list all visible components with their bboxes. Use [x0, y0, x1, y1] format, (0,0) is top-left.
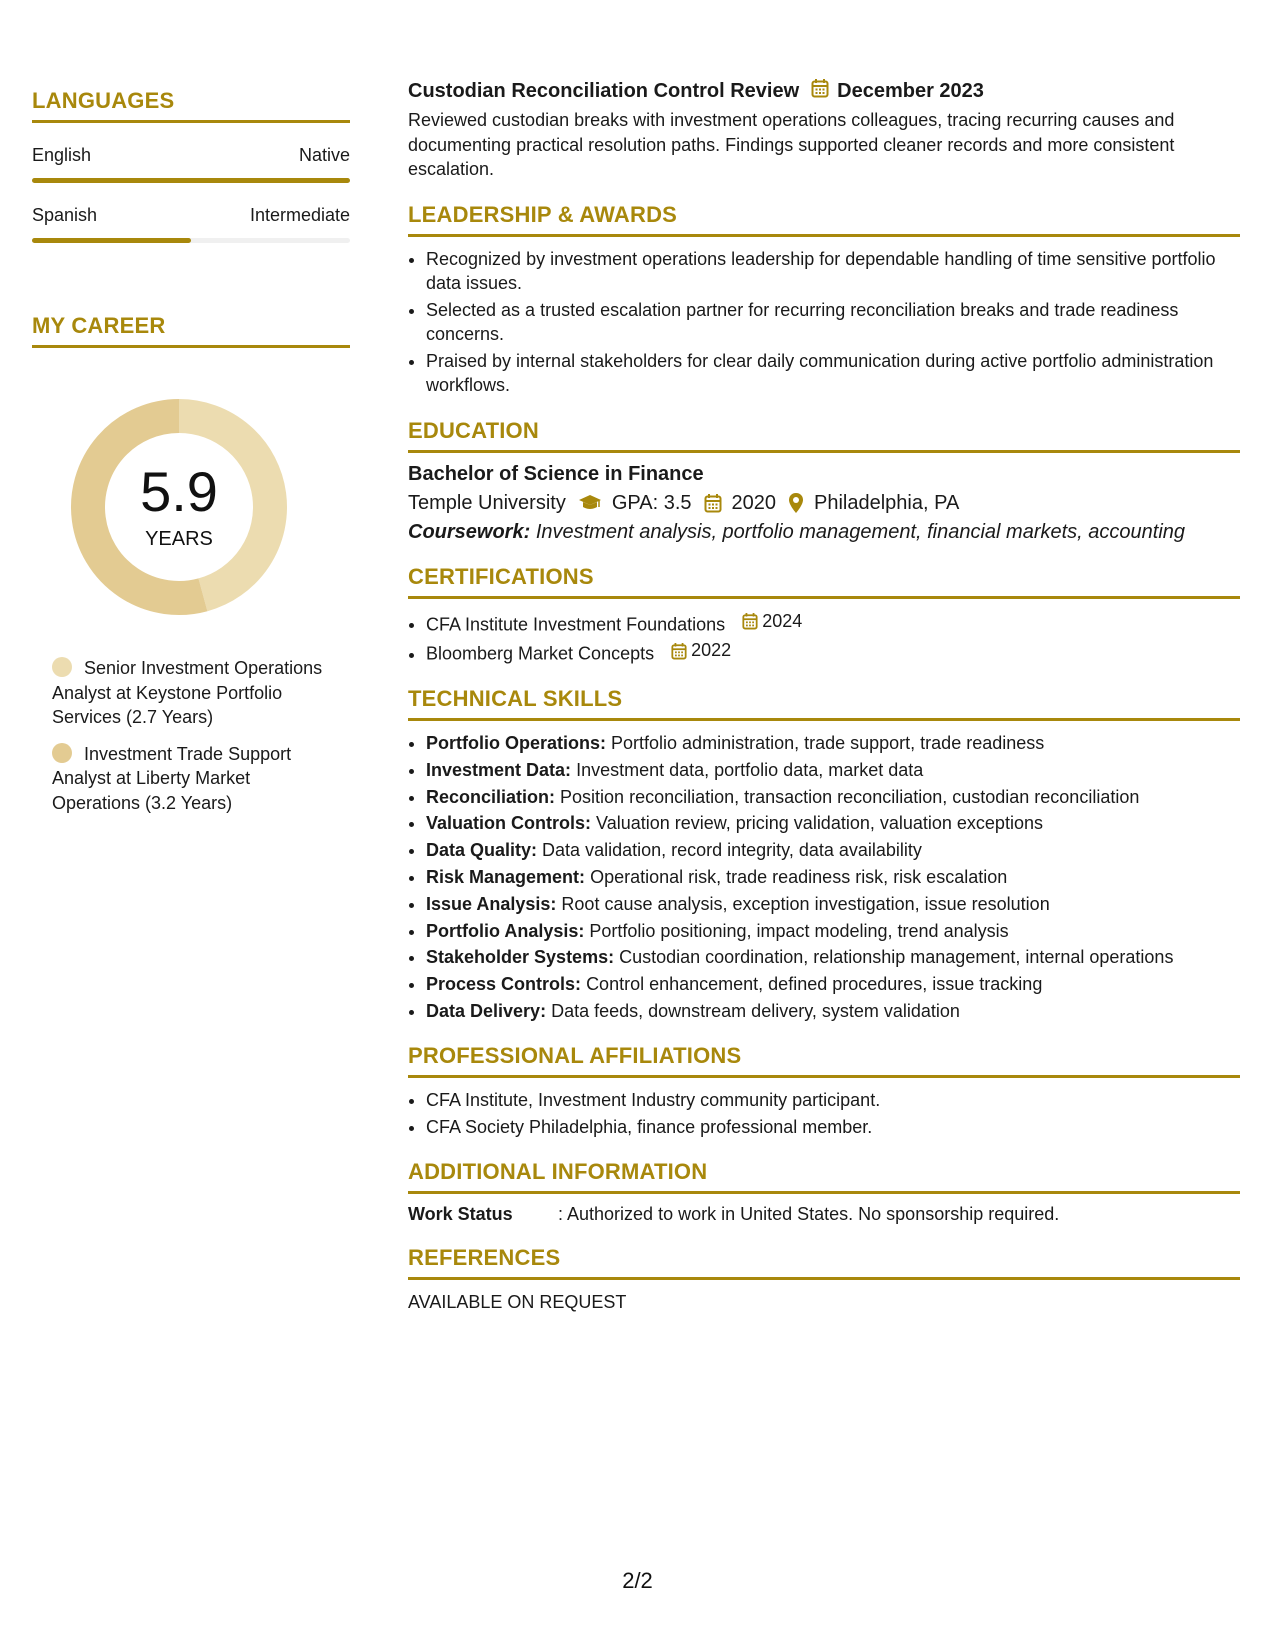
- skill-item: [426, 758, 1240, 783]
- certifications-section: [408, 564, 1240, 667]
- skills-heading: TECHNICAL SKILLS: [408, 686, 1240, 721]
- language-proficiency-fill: [32, 238, 191, 243]
- skill-item: [426, 785, 1240, 810]
- skill-item: [426, 731, 1240, 756]
- leadership-section: [408, 202, 1240, 398]
- certification-name: Bloomberg Market Concepts: [426, 643, 655, 664]
- skill-label: Process Controls:: [426, 974, 582, 995]
- list-item: • Praised by internal stakeholders for clear daily communication during active portfolio administration workflows.: [426, 349, 1240, 398]
- career-donut-chart: [64, 392, 294, 622]
- additional-section: [408, 1159, 1240, 1225]
- language-name: Spanish: [32, 205, 98, 225]
- skill-text: Custodian coordination, relationship management, internal operations: [619, 947, 1174, 968]
- list-item: • CFA Society Philadelphia, finance professional member.: [426, 1115, 1240, 1140]
- career-years-unit: YEARS: [145, 528, 213, 550]
- skill-label: Risk Management:: [426, 866, 586, 887]
- education-year: 2020: [731, 491, 776, 514]
- project-entry: [408, 78, 1240, 182]
- graduation-cap-icon: [578, 494, 602, 512]
- list-item: [426, 638, 1240, 666]
- skill-item: [426, 865, 1240, 890]
- legend-dot-icon: [52, 657, 72, 677]
- skills-section: [408, 686, 1240, 1023]
- skill-label: Data Delivery:: [426, 1000, 547, 1021]
- list-item: • CFA Institute, Investment Industry community participant.: [426, 1088, 1240, 1113]
- skill-item: [426, 945, 1240, 970]
- skill-item: [426, 919, 1240, 944]
- skill-label: Portfolio Analysis:: [426, 920, 585, 941]
- certification-year: 2022: [691, 640, 732, 661]
- skill-text: Data feeds, downstream delivery, system validation: [551, 1000, 960, 1021]
- work-status-label: Work Status: [408, 1204, 513, 1225]
- language-proficiency-fill: [32, 178, 350, 183]
- skill-text: Portfolio administration, trade support, trade readiness: [611, 733, 1045, 753]
- skill-text: Root cause analysis, exception investigation, issue resolution: [561, 893, 1050, 914]
- skill-label: Investment Data:: [426, 759, 572, 780]
- work-status-value: : Authorized to work in United States. No sponsorship required.: [558, 1204, 1060, 1225]
- skill-label: Reconciliation:: [426, 786, 556, 807]
- career-heading: MY CAREER: [32, 313, 350, 348]
- language-level: Intermediate: [249, 205, 350, 225]
- language-item: [32, 145, 350, 183]
- career-total-years: 5.9: [140, 460, 218, 523]
- calendar-icon: [811, 78, 829, 104]
- certification-name: CFA Institute Investment Foundations: [426, 613, 726, 634]
- calendar-icon: [742, 612, 758, 630]
- skill-text: Data validation, record integrity, data availability: [542, 840, 922, 861]
- skill-text: Control enhancement, defined procedures, issue tracking: [586, 974, 1043, 995]
- main-content: [408, 78, 1240, 1313]
- skill-item: [426, 999, 1240, 1024]
- skill-item: [426, 892, 1240, 917]
- skill-label: Stakeholder Systems:: [426, 947, 615, 968]
- list-item: • Selected as a trusted escalation partner for recurring reconciliation breaks and trade readiness concerns.: [426, 298, 1240, 347]
- project-date: December 2023: [837, 79, 984, 102]
- language-proficiency-bar: [32, 178, 350, 183]
- language-item: [32, 205, 350, 243]
- calendar-icon: [671, 642, 687, 660]
- skill-text: Portfolio positioning, impact modeling, trend analysis: [589, 920, 1009, 941]
- list-item: • Recognized by investment operations leadership for dependable handling of time sensitive portfolio data issues.: [426, 247, 1240, 296]
- education-degree: Bachelor of Science in Finance: [408, 462, 704, 485]
- skill-label: Portfolio Operations:: [426, 733, 606, 753]
- references-text: AVAILABLE ON REQUEST: [408, 1292, 627, 1313]
- career-role-label: Senior Investment Operations Analyst at Keystone Portfolio Services (2.7 Years): [52, 658, 323, 727]
- sidebar: [32, 88, 350, 827]
- project-description: Reviewed custodian breaks with investment operations colleagues, tracing recurring causes and documenting practical resolution paths. Findings supported cleaner records and more consistent escalation.: [408, 110, 1175, 179]
- certifications-heading: CERTIFICATIONS: [408, 564, 1240, 599]
- skill-label: Valuation Controls:: [426, 813, 592, 834]
- skill-text: Valuation review, pricing validation, valuation exceptions: [596, 813, 1043, 834]
- references-heading: REFERENCES: [408, 1245, 1240, 1280]
- page-number: 2/2: [622, 1568, 653, 1593]
- list-item: [426, 609, 1240, 637]
- coursework-text: Investment analysis, portfolio management, financial markets, accounting: [535, 520, 1186, 543]
- career-role-label: Investment Trade Support Analyst at Liberty Market Operations (3.2 Years): [52, 743, 292, 813]
- career-legend: [32, 656, 342, 815]
- skill-label: Issue Analysis:: [426, 893, 557, 914]
- project-title: Custodian Reconciliation Control Review: [408, 79, 800, 102]
- skills-list: [408, 731, 1240, 1023]
- education-heading: EDUCATION: [408, 418, 1240, 453]
- location-pin-icon: [788, 492, 804, 514]
- skill-item: [426, 838, 1240, 863]
- leadership-heading: LEADERSHIP & AWARDS: [408, 202, 1240, 237]
- languages-heading: LANGUAGES: [32, 88, 350, 123]
- education-section: [408, 418, 1240, 544]
- skill-text: Operational risk, trade readiness risk, risk escalation: [590, 866, 1008, 887]
- language-name: English: [32, 145, 92, 165]
- affiliations-section: [408, 1043, 1240, 1139]
- language-proficiency-bar: [32, 238, 350, 243]
- education-coursework: [408, 521, 1240, 544]
- career-legend-item: [52, 656, 342, 730]
- education-school: Temple University: [408, 491, 566, 514]
- skill-text: Investment data, portfolio data, market data: [576, 759, 924, 780]
- skill-text: Position reconciliation, transaction reconciliation, custodian reconciliation: [560, 786, 1140, 807]
- education-gpa: GPA: 3.5: [611, 491, 692, 514]
- education-location: Philadelphia, PA: [814, 491, 960, 514]
- coursework-label: Coursework:: [408, 520, 531, 543]
- language-level: Native: [298, 145, 350, 165]
- certification-year: 2024: [762, 610, 803, 631]
- calendar-icon: [704, 493, 722, 513]
- skill-item: [426, 811, 1240, 836]
- career-legend-item: [52, 742, 342, 816]
- skill-item: [426, 972, 1240, 997]
- additional-heading: ADDITIONAL INFORMATION: [408, 1159, 1240, 1194]
- references-section: [408, 1245, 1240, 1313]
- affiliations-heading: PROFESSIONAL AFFILIATIONS: [408, 1043, 1240, 1078]
- legend-dot-icon: [52, 743, 72, 763]
- skill-label: Data Quality:: [426, 840, 538, 861]
